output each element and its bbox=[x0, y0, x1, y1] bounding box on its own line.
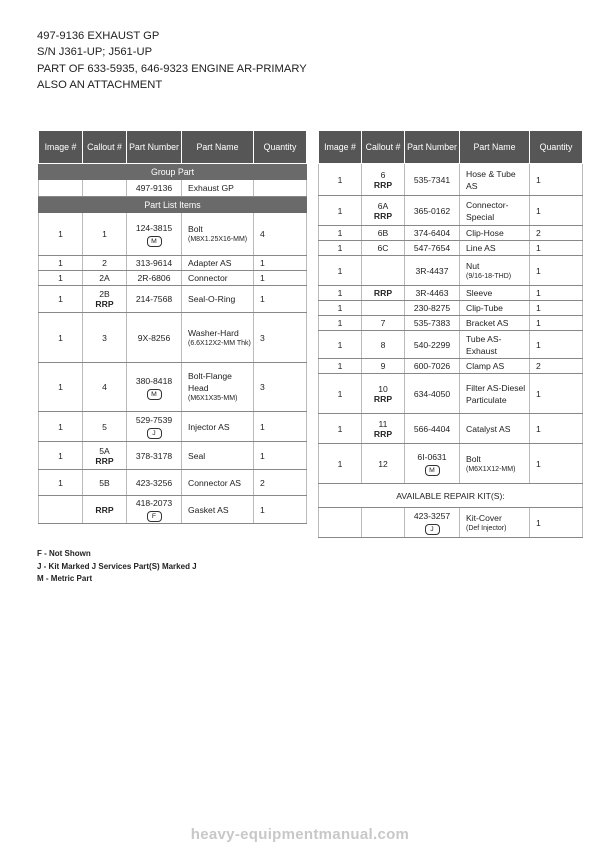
table-row bbox=[319, 196, 583, 226]
part-number: 423-3256 bbox=[135, 477, 173, 488]
callout-cell bbox=[362, 374, 405, 414]
rrp-marker: RRP bbox=[373, 210, 393, 221]
image-cell: 1 bbox=[39, 256, 83, 271]
callout-number: 7 bbox=[380, 318, 386, 328]
part-name-cell bbox=[460, 286, 530, 301]
image-cell: 1 bbox=[39, 442, 83, 470]
image-cell: 1 bbox=[39, 363, 83, 412]
rrp-marker: RRP bbox=[95, 299, 114, 309]
part-name: Connector AS bbox=[188, 477, 242, 488]
quantity-cell: 1 bbox=[530, 316, 583, 331]
part-name: Sleeve bbox=[466, 288, 493, 298]
callout-cell bbox=[362, 316, 405, 331]
part-name: Injector AS bbox=[188, 421, 230, 432]
part-number-cell bbox=[405, 226, 460, 241]
part-number-cell bbox=[127, 412, 182, 442]
table-row bbox=[319, 286, 583, 301]
callout-cell bbox=[83, 412, 127, 442]
part-name: Seal-O-Ring bbox=[188, 294, 236, 304]
table-row bbox=[319, 164, 583, 196]
part-name-cell bbox=[460, 316, 530, 331]
col-callout: Callout # bbox=[362, 131, 405, 164]
rrp-marker: RRP bbox=[373, 179, 393, 190]
quantity-cell: 1 bbox=[254, 496, 307, 524]
part-number: 535-7341 bbox=[413, 174, 451, 185]
table-row bbox=[39, 213, 307, 256]
table-row bbox=[319, 301, 583, 316]
quantity-cell: 1 bbox=[530, 241, 583, 256]
part-number-cell bbox=[127, 256, 182, 271]
rrp-marker: RRP bbox=[95, 504, 114, 515]
callout-cell bbox=[83, 256, 127, 271]
table-row bbox=[319, 508, 583, 538]
col-image: Image # bbox=[319, 131, 362, 164]
part-number: 529-7539 bbox=[135, 415, 173, 425]
image-cell: 1 bbox=[319, 226, 362, 241]
callout-number: 4 bbox=[102, 382, 107, 392]
callout-cell bbox=[83, 470, 127, 496]
table-row bbox=[319, 359, 583, 374]
quantity-cell: 1 bbox=[530, 196, 583, 226]
document-header bbox=[37, 28, 307, 94]
part-number: 535-7383 bbox=[413, 318, 451, 328]
quantity-cell: 1 bbox=[254, 256, 307, 271]
part-number-cell bbox=[127, 213, 182, 256]
callout-cell bbox=[362, 331, 405, 359]
col-part-name: Part Name bbox=[182, 131, 254, 164]
part-name-cell bbox=[182, 412, 254, 442]
quantity-cell: 1 bbox=[254, 442, 307, 470]
callout-number: 11 bbox=[378, 418, 388, 429]
part-name-cell bbox=[182, 363, 254, 412]
part-number-cell bbox=[405, 164, 460, 196]
image-cell: 1 bbox=[39, 271, 83, 286]
group-part-name: Exhaust GP bbox=[182, 180, 254, 197]
image-cell: 1 bbox=[39, 412, 83, 442]
callout-number: 6A bbox=[377, 200, 389, 211]
part-name-cell bbox=[460, 196, 530, 226]
part-name-cell bbox=[182, 442, 254, 470]
table-row bbox=[319, 374, 583, 414]
part-name: Hose & Tube AS bbox=[466, 168, 516, 191]
part-name: Connector bbox=[188, 273, 228, 283]
part-number-cell bbox=[405, 508, 460, 538]
note-badge: M bbox=[425, 465, 440, 476]
callout-cell bbox=[362, 256, 405, 286]
part-name-cell bbox=[460, 256, 530, 286]
quantity-cell: 1 bbox=[530, 508, 583, 538]
part-number-cell bbox=[405, 316, 460, 331]
part-number-cell bbox=[405, 331, 460, 359]
part-name-cell bbox=[460, 301, 530, 316]
part-name: Bolt-Flange Head bbox=[188, 371, 232, 393]
callout-number: 5B bbox=[99, 477, 110, 488]
part-number-cell bbox=[127, 442, 182, 470]
part-number: 124-3815 bbox=[135, 222, 173, 233]
callout-number: 5 bbox=[102, 421, 107, 432]
part-name: Clip-Hose bbox=[466, 228, 504, 238]
col-part-number: Part Number bbox=[405, 131, 460, 164]
callout-number: 9 bbox=[380, 361, 386, 371]
table-row bbox=[39, 470, 307, 496]
part-number: 600-7026 bbox=[413, 361, 451, 371]
part-number: 2R-6806 bbox=[137, 273, 171, 283]
callout-number: 12 bbox=[378, 458, 388, 469]
quantity-cell: 1 bbox=[254, 286, 307, 313]
part-number: 566-4404 bbox=[413, 423, 451, 434]
rrp-marker: RRP bbox=[373, 288, 393, 298]
part-number-cell bbox=[127, 286, 182, 313]
part-name-cell bbox=[460, 241, 530, 256]
header-line-attachment: ALSO AN ATTACHMENT bbox=[37, 79, 163, 92]
part-name: Washer-Hard bbox=[188, 327, 239, 338]
callout-cell bbox=[83, 496, 127, 524]
footnotes bbox=[37, 548, 197, 586]
image-cell: 1 bbox=[319, 374, 362, 414]
part-number: 634-4050 bbox=[413, 388, 451, 399]
image-cell: 1 bbox=[319, 256, 362, 286]
part-number-cell bbox=[127, 470, 182, 496]
part-name-cell bbox=[182, 470, 254, 496]
part-name-cell bbox=[460, 164, 530, 196]
part-name-cell bbox=[460, 374, 530, 414]
image-cell: 1 bbox=[39, 286, 83, 313]
callout-number: 6B bbox=[377, 228, 389, 238]
note-badge: F bbox=[147, 511, 162, 522]
table-row bbox=[319, 331, 583, 359]
callout-number: 5A bbox=[99, 445, 110, 456]
rrp-marker: RRP bbox=[373, 428, 393, 439]
part-name: Bolt bbox=[188, 224, 203, 234]
image-cell: 1 bbox=[319, 241, 362, 256]
part-name-cell bbox=[182, 496, 254, 524]
table-row bbox=[319, 226, 583, 241]
header-line-title: 497-9136 EXHAUST GP bbox=[37, 30, 160, 42]
quantity-cell: 1 bbox=[530, 301, 583, 316]
part-name: Tube AS-Exhaust bbox=[466, 333, 502, 356]
right-parts-table bbox=[318, 131, 583, 538]
part-spec: (M8X1.25X16-MM) bbox=[188, 236, 248, 243]
part-name-cell bbox=[182, 286, 254, 313]
col-quantity: Quantity bbox=[530, 131, 583, 164]
part-name-cell bbox=[460, 359, 530, 374]
note-badge: J bbox=[425, 524, 440, 535]
table-row bbox=[39, 313, 307, 363]
callout-cell bbox=[362, 164, 405, 196]
part-number-cell bbox=[127, 496, 182, 524]
note-metric: M - Metric Part bbox=[37, 574, 93, 584]
image-cell: 1 bbox=[319, 164, 362, 196]
part-number: 374-6404 bbox=[413, 228, 451, 238]
rrp-marker: RRP bbox=[373, 393, 393, 404]
table-row bbox=[319, 444, 583, 484]
image-cell: 1 bbox=[319, 316, 362, 331]
image-cell: 1 bbox=[319, 286, 362, 301]
quantity-cell: 2 bbox=[254, 470, 307, 496]
callout-number: 6C bbox=[377, 243, 389, 253]
part-number: 230-8275 bbox=[413, 303, 451, 313]
header-line-serial: S/N J361-UP; J561-UP bbox=[37, 46, 153, 59]
table-row bbox=[39, 271, 307, 286]
quantity-cell: 1 bbox=[254, 412, 307, 442]
image-cell: 1 bbox=[319, 301, 362, 316]
image-cell: 1 bbox=[319, 444, 362, 484]
part-list-heading: Part List Items bbox=[39, 197, 307, 213]
part-name-cell bbox=[460, 444, 530, 484]
image-cell: 1 bbox=[319, 196, 362, 226]
part-number-cell bbox=[405, 256, 460, 286]
part-number: 6I-0631 bbox=[417, 452, 447, 462]
part-number-cell bbox=[405, 359, 460, 374]
part-number: 540-2299 bbox=[413, 339, 451, 350]
quantity-cell: 3 bbox=[254, 363, 307, 412]
note-badge: M bbox=[147, 389, 162, 400]
callout-number: 2A bbox=[99, 273, 110, 283]
part-name-cell bbox=[182, 256, 254, 271]
part-number-cell bbox=[405, 444, 460, 484]
part-name: Nut bbox=[466, 260, 480, 271]
part-number-cell bbox=[405, 241, 460, 256]
part-name: Bracket AS bbox=[466, 318, 509, 328]
quantity-cell: 1 bbox=[530, 414, 583, 444]
image-cell: 1 bbox=[39, 313, 83, 363]
callout-number: 6 bbox=[380, 169, 386, 180]
callout-number: 2B bbox=[99, 289, 110, 299]
callout-cell bbox=[362, 196, 405, 226]
quantity-cell: 2 bbox=[530, 359, 583, 374]
callout-cell bbox=[83, 286, 127, 313]
part-number-cell bbox=[405, 301, 460, 316]
part-spec: (6.6X12X2-MM Thk) bbox=[188, 339, 251, 347]
table-row bbox=[319, 414, 583, 444]
group-part-row bbox=[39, 180, 307, 197]
group-part-number: 497-9136 bbox=[127, 180, 182, 197]
col-part-number: Part Number bbox=[127, 131, 182, 164]
part-number: 423-3257 bbox=[413, 511, 451, 521]
repair-kit-heading: AVAILABLE REPAIR KIT(S): bbox=[319, 484, 583, 508]
part-name: Clamp AS bbox=[466, 361, 505, 371]
col-part-name: Part Name bbox=[460, 131, 530, 164]
image-cell: 1 bbox=[39, 213, 83, 256]
header-line-part-of: PART OF 633-5935, 646-9323 ENGINE AR-PRIMARY bbox=[37, 62, 307, 75]
watermark-footer: heavy-equipmentmanual.com bbox=[190, 826, 410, 843]
image-cell bbox=[319, 508, 362, 538]
callout-cell bbox=[362, 286, 405, 301]
callout-cell bbox=[83, 442, 127, 470]
part-number: 418-2073 bbox=[135, 498, 173, 508]
part-name: Seal bbox=[188, 450, 206, 461]
table-row bbox=[39, 412, 307, 442]
part-spec: (M6X1X12-MM) bbox=[466, 465, 516, 473]
table-row bbox=[39, 286, 307, 313]
callout-cell bbox=[362, 444, 405, 484]
rrp-marker: RRP bbox=[95, 455, 114, 466]
part-name-cell bbox=[182, 213, 254, 256]
table-row bbox=[319, 316, 583, 331]
callout-cell bbox=[83, 313, 127, 363]
part-number-cell bbox=[127, 271, 182, 286]
callout-cell bbox=[362, 359, 405, 374]
image-cell: 1 bbox=[39, 470, 83, 496]
part-number: 3R-4437 bbox=[415, 265, 449, 276]
callout-number: 3 bbox=[102, 332, 107, 343]
part-name: Filter AS-Diesel Particulate bbox=[466, 382, 526, 405]
part-number-cell bbox=[127, 313, 182, 363]
part-name: Bolt bbox=[466, 453, 481, 464]
callout-cell bbox=[362, 508, 405, 538]
callout-number: 10 bbox=[378, 383, 388, 394]
group-part-heading: Group Part bbox=[39, 164, 307, 180]
part-number-cell bbox=[405, 414, 460, 444]
col-quantity: Quantity bbox=[254, 131, 307, 164]
part-number-cell bbox=[127, 363, 182, 412]
table-row bbox=[319, 256, 583, 286]
part-name: Clip-Tube bbox=[466, 303, 503, 313]
callout-cell bbox=[362, 301, 405, 316]
quantity-cell: 2 bbox=[530, 226, 583, 241]
col-image: Image # bbox=[39, 131, 83, 164]
part-number: 313-9614 bbox=[135, 258, 173, 268]
table-row bbox=[39, 442, 307, 470]
quantity-cell: 1 bbox=[530, 286, 583, 301]
callout-number: 2 bbox=[102, 258, 107, 268]
part-name: Connector-Special bbox=[466, 199, 509, 222]
quantity-cell: 1 bbox=[530, 331, 583, 359]
image-cell: 1 bbox=[319, 331, 362, 359]
quantity-cell: 3 bbox=[254, 313, 307, 363]
callout-cell bbox=[83, 363, 127, 412]
note-not-shown: F - Not Shown bbox=[37, 549, 91, 558]
callout-cell bbox=[362, 414, 405, 444]
table-row bbox=[39, 496, 307, 524]
part-number: 378-3178 bbox=[135, 450, 173, 461]
part-spec: (Def Injector) bbox=[466, 524, 507, 532]
part-name: Gasket AS bbox=[188, 504, 229, 515]
table-row bbox=[39, 363, 307, 412]
part-name: Catalyst AS bbox=[466, 423, 511, 434]
part-name-cell bbox=[460, 226, 530, 241]
note-kit-marked: J - Kit Marked J Services Part(S) Marked J bbox=[37, 561, 197, 571]
image-cell bbox=[39, 496, 83, 524]
part-number-cell bbox=[405, 286, 460, 301]
left-parts-table bbox=[38, 131, 307, 524]
part-name-cell bbox=[460, 414, 530, 444]
quantity-cell: 1 bbox=[530, 444, 583, 484]
part-name: Adapter AS bbox=[188, 258, 232, 268]
table-row bbox=[39, 256, 307, 271]
quantity-cell: 1 bbox=[254, 271, 307, 286]
table-row bbox=[319, 241, 583, 256]
part-spec: (9/16-18-THD) bbox=[466, 272, 512, 280]
callout-number: 1 bbox=[102, 229, 107, 239]
part-name: Line AS bbox=[466, 243, 496, 253]
part-name: Kit-Cover bbox=[466, 512, 502, 523]
part-number: 9X-8256 bbox=[137, 332, 171, 343]
image-cell: 1 bbox=[319, 359, 362, 374]
quantity-cell: 4 bbox=[254, 213, 307, 256]
note-badge: J bbox=[147, 428, 162, 439]
callout-cell bbox=[83, 271, 127, 286]
callout-cell bbox=[83, 213, 127, 256]
part-spec: (M6X1X35-MM) bbox=[188, 395, 238, 402]
col-callout: Callout # bbox=[83, 131, 127, 164]
image-cell: 1 bbox=[319, 414, 362, 444]
quantity-cell: 1 bbox=[530, 164, 583, 196]
quantity-cell: 1 bbox=[530, 374, 583, 414]
note-badge: M bbox=[147, 236, 162, 247]
part-number: 365-0162 bbox=[413, 205, 451, 216]
part-name-cell bbox=[182, 313, 254, 363]
part-number-cell bbox=[405, 196, 460, 226]
part-name-cell bbox=[460, 331, 530, 359]
part-name-cell bbox=[460, 508, 530, 538]
part-name-cell bbox=[182, 271, 254, 286]
callout-cell bbox=[362, 226, 405, 241]
part-number-cell bbox=[405, 374, 460, 414]
part-number: 547-7654 bbox=[413, 243, 451, 253]
callout-cell bbox=[362, 241, 405, 256]
part-number: 380-8418 bbox=[135, 375, 173, 386]
part-number: 3R-4463 bbox=[415, 288, 449, 298]
callout-number: 8 bbox=[380, 339, 386, 350]
quantity-cell: 1 bbox=[530, 256, 583, 286]
repair-kit-heading-row bbox=[319, 484, 583, 508]
part-number: 214-7568 bbox=[135, 294, 173, 304]
